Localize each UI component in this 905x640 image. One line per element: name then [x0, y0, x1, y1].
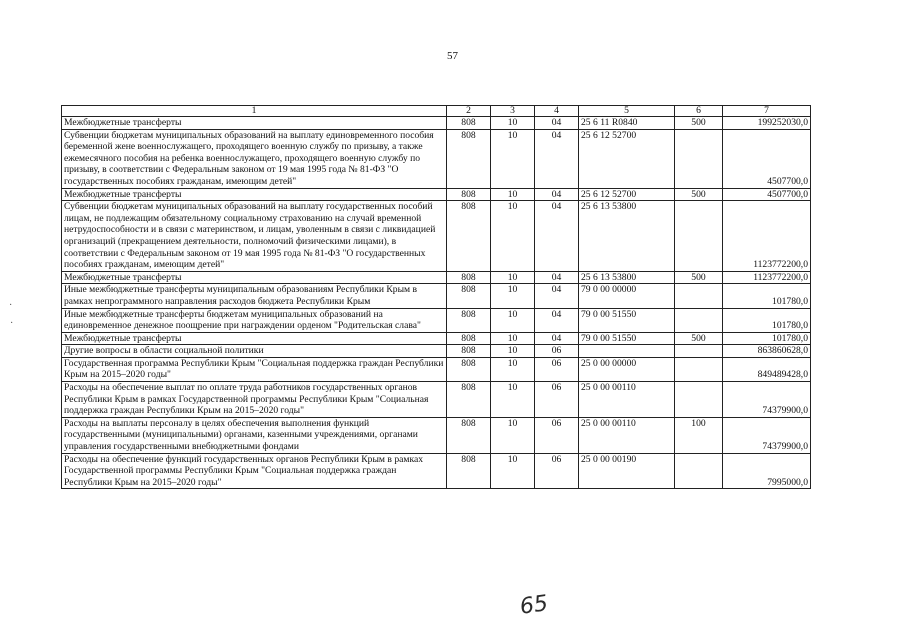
- table-row: [62, 129, 811, 188]
- row-subsection-cell: 06: [535, 345, 579, 358]
- row-amount-cell: 101780,0: [723, 308, 811, 332]
- row-section-cell: 10: [491, 453, 535, 489]
- row-target-article-cell: 25 0 00 00110: [579, 417, 675, 453]
- row-section-cell: 10: [491, 308, 535, 332]
- row-section-cell: 10: [491, 382, 535, 418]
- margin-mark: ·: [10, 318, 14, 329]
- row-amount-cell: 74379900,0: [723, 417, 811, 453]
- row-subsection-cell: 06: [535, 357, 579, 381]
- table-row: [62, 188, 811, 201]
- row-expense-type-cell: [675, 382, 723, 418]
- page-number: 57: [447, 50, 458, 62]
- table-row: [62, 417, 811, 453]
- row-subsection-cell: 04: [535, 129, 579, 188]
- row-name-cell: Субвенции бюджетам муниципальных образований на выплату единовременного пособия беременной жене военнослужащего, проходящего военную службу по призыву, а также ежемесячного пособия на ребенка военнослужащего, проходящего военную службу по призыву, в соответствии с Федеральным законом от 19 мая 1995 года № 81-ФЗ "О государственных пособиях гражданам, имеющим детей": [62, 129, 447, 188]
- row-name-cell: Межбюджетные трансферты: [62, 332, 447, 345]
- row-subsection-cell: 04: [535, 284, 579, 308]
- budget-table: [61, 105, 811, 489]
- row-name-cell: Государственная программа Республики Крым "Социальная поддержка граждан Республики Крым на 2015–2020 годы": [62, 357, 447, 381]
- row-amount-cell: 74379900,0: [723, 382, 811, 418]
- header-cell-6: 6: [675, 106, 723, 117]
- row-expense-type-cell: [675, 201, 723, 272]
- table-row: [62, 332, 811, 345]
- row-amount-cell: 101780,0: [723, 284, 811, 308]
- row-expense-type-cell: 500: [675, 117, 723, 130]
- row-target-article-cell: [579, 345, 675, 358]
- row-target-article-cell: 25 0 00 00110: [579, 382, 675, 418]
- row-gr-code-cell: 808: [447, 453, 491, 489]
- row-expense-type-cell: [675, 129, 723, 188]
- table-header-row: [62, 106, 811, 117]
- row-subsection-cell: 04: [535, 308, 579, 332]
- row-amount-cell: 7995000,0: [723, 453, 811, 489]
- row-target-article-cell: 25 0 00 00000: [579, 357, 675, 381]
- row-name-cell: Другие вопросы в области социальной политики: [62, 345, 447, 358]
- row-subsection-cell: 04: [535, 188, 579, 201]
- row-gr-code-cell: 808: [447, 382, 491, 418]
- row-expense-type-cell: [675, 453, 723, 489]
- row-section-cell: 10: [491, 345, 535, 358]
- handwritten-page-number: 65: [518, 591, 550, 620]
- row-section-cell: 10: [491, 417, 535, 453]
- row-amount-cell: 863860628,0: [723, 345, 811, 358]
- row-gr-code-cell: 808: [447, 332, 491, 345]
- row-expense-type-cell: [675, 308, 723, 332]
- row-amount-cell: 101780,0: [723, 332, 811, 345]
- row-expense-type-cell: [675, 357, 723, 381]
- table-row: [62, 271, 811, 284]
- row-subsection-cell: 04: [535, 332, 579, 345]
- row-name-cell: Межбюджетные трансферты: [62, 271, 447, 284]
- header-cell-5: 5: [579, 106, 675, 117]
- row-target-article-cell: 25 6 12 52700: [579, 129, 675, 188]
- row-expense-type-cell: 500: [675, 188, 723, 201]
- row-amount-cell: 1123772200,0: [723, 201, 811, 272]
- row-subsection-cell: 06: [535, 453, 579, 489]
- row-gr-code-cell: 808: [447, 117, 491, 130]
- row-target-article-cell: 79 0 00 51550: [579, 308, 675, 332]
- row-gr-code-cell: 808: [447, 417, 491, 453]
- row-gr-code-cell: 808: [447, 357, 491, 381]
- row-section-cell: 10: [491, 201, 535, 272]
- row-section-cell: 10: [491, 357, 535, 381]
- table-row: [62, 345, 811, 358]
- row-target-article-cell: 25 6 11 R0840: [579, 117, 675, 130]
- row-section-cell: 10: [491, 271, 535, 284]
- header-cell-3: 3: [491, 106, 535, 117]
- header-cell-7: 7: [723, 106, 811, 117]
- row-target-article-cell: 25 6 13 53800: [579, 201, 675, 272]
- row-target-article-cell: 25 6 13 53800: [579, 271, 675, 284]
- row-name-cell: Иные межбюджетные трансферты муниципальным образованиям Республики Крым в рамках непрограммного направления расходов бюджета Республики Крым: [62, 284, 447, 308]
- row-gr-code-cell: 808: [447, 129, 491, 188]
- row-amount-cell: 1123772200,0: [723, 271, 811, 284]
- row-amount-cell: 849489428,0: [723, 357, 811, 381]
- row-target-article-cell: 25 6 12 52700: [579, 188, 675, 201]
- row-gr-code-cell: 808: [447, 284, 491, 308]
- table-row: [62, 117, 811, 130]
- row-subsection-cell: 04: [535, 271, 579, 284]
- header-cell-1: 1: [62, 106, 447, 117]
- row-name-cell: Расходы на выплаты персоналу в целях обеспечения выполнения функций государственными (муниципальными) органами, казенными учреждениями, органами управления государственными внебюджетными фондами: [62, 417, 447, 453]
- row-subsection-cell: 06: [535, 417, 579, 453]
- row-gr-code-cell: 808: [447, 308, 491, 332]
- row-section-cell: 10: [491, 284, 535, 308]
- header-cell-4: 4: [535, 106, 579, 117]
- table-row: [62, 357, 811, 381]
- row-subsection-cell: 04: [535, 117, 579, 130]
- row-gr-code-cell: 808: [447, 188, 491, 201]
- table-row: [62, 284, 811, 308]
- row-amount-cell: 4507700,0: [723, 129, 811, 188]
- table-row: [62, 201, 811, 272]
- row-expense-type-cell: [675, 284, 723, 308]
- table-row: [62, 382, 811, 418]
- row-gr-code-cell: 808: [447, 271, 491, 284]
- margin-mark: ·: [9, 300, 13, 311]
- row-name-cell: Межбюджетные трансферты: [62, 117, 447, 130]
- row-name-cell: Межбюджетные трансферты: [62, 188, 447, 201]
- row-name-cell: Расходы на обеспечение функций государственных органов Республики Крым в рамках Государственной программы Республики Крым "Социальная поддержка граждан Республики Крым на 2015–2020 годы": [62, 453, 447, 489]
- row-section-cell: 10: [491, 188, 535, 201]
- header-cell-2: 2: [447, 106, 491, 117]
- row-name-cell: Иные межбюджетные трансферты бюджетам муниципальных образований на единовременное денежное поощрение при награждении орденом "Родительская слава": [62, 308, 447, 332]
- row-target-article-cell: 25 0 00 00190: [579, 453, 675, 489]
- row-name-cell: Субвенции бюджетам муниципальных образований на выплату государственных пособий лицам, не подлежащим обязательному социальному страхованию на случай временной нетрудоспособности и в связи с материнством, и лицам, уволенным в связи с ликвидацией организаций (прекращением деятельности, полномочий физическими лицами), в соответствии с Федеральным законом от 19 мая 1995 года № 81-ФЗ "О государственных пособиях гражданам, имеющим детей": [62, 201, 447, 272]
- table-row: [62, 308, 811, 332]
- row-expense-type-cell: 500: [675, 271, 723, 284]
- row-section-cell: 10: [491, 129, 535, 188]
- row-target-article-cell: 79 0 00 00000: [579, 284, 675, 308]
- row-amount-cell: 4507700,0: [723, 188, 811, 201]
- row-subsection-cell: 06: [535, 382, 579, 418]
- row-amount-cell: 199252030,0: [723, 117, 811, 130]
- row-gr-code-cell: 808: [447, 345, 491, 358]
- row-section-cell: 10: [491, 117, 535, 130]
- row-expense-type-cell: 100: [675, 417, 723, 453]
- table-row: [62, 453, 811, 489]
- row-gr-code-cell: 808: [447, 201, 491, 272]
- row-target-article-cell: 79 0 00 51550: [579, 332, 675, 345]
- row-expense-type-cell: 500: [675, 332, 723, 345]
- row-section-cell: 10: [491, 332, 535, 345]
- row-expense-type-cell: [675, 345, 723, 358]
- row-subsection-cell: 04: [535, 201, 579, 272]
- row-name-cell: Расходы на обеспечение выплат по оплате труда работников государственных органов Республики Крым в рамках Государственной программы Республики Крым "Социальная поддержка граждан Республики Крым на 2015–2020 годы": [62, 382, 447, 418]
